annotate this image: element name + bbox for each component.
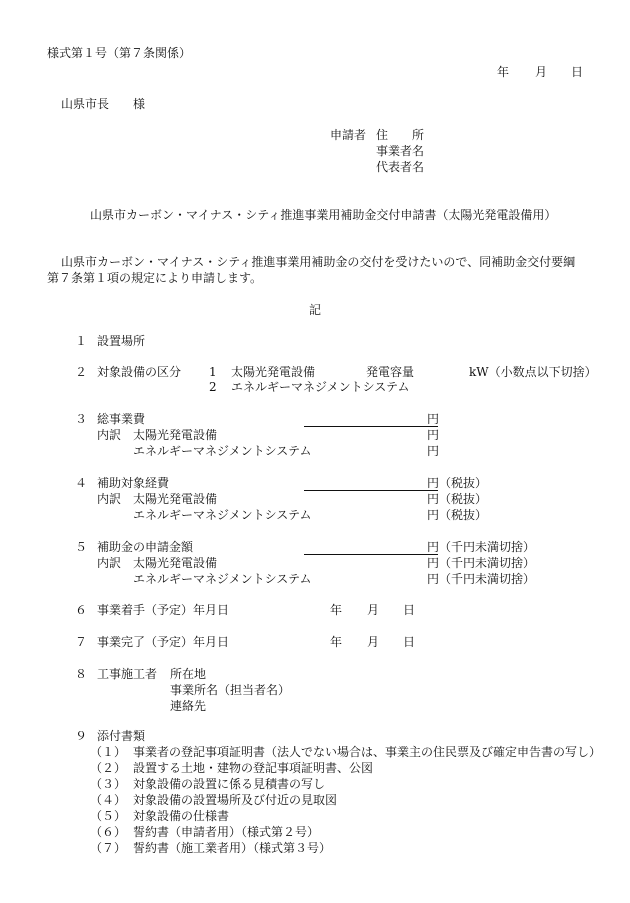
item-4-row-2-label: エネルギーマネジメントシステム (133, 508, 312, 522)
item-6-label: 事業着手（予定）年月日 (97, 603, 230, 617)
item-5-number: ５ (75, 540, 88, 554)
item-3-row-2-unit: 円 (427, 444, 440, 458)
item-4-number: ４ (75, 476, 88, 490)
item-2-number: ２ (75, 365, 88, 379)
item-3-amount-underline (304, 426, 438, 427)
form-number: 様式第１号（第７条関係） (47, 46, 192, 60)
item-2-option-1-number: 1 (209, 365, 217, 379)
attachment-text: 対象設備の設置に係る見積書の写し (133, 777, 326, 791)
item-4-row-2-unit: 円（税抜） (427, 508, 488, 522)
attachment-number: （３） (90, 777, 127, 791)
attachment-number: （５） (90, 809, 127, 823)
item-5-amount-underline (304, 554, 438, 555)
item-9-number: ９ (75, 729, 88, 743)
item-3-row-2-label: エネルギーマネジメントシステム (133, 444, 312, 458)
attachment-number: （６） (90, 825, 127, 839)
item-9-label: 添付書類 (97, 729, 146, 743)
item-6-year: 年 (330, 603, 343, 617)
item-6-day: 日 (403, 603, 416, 617)
body-text-line-2: 第７条第１項の規定により申請します。 (47, 271, 263, 285)
attachment-number: （２） (90, 761, 127, 775)
item-4-unit: 円（税抜） (427, 476, 488, 490)
applicant-label: 申請者 (330, 128, 367, 142)
item-4-row-1-label: 太陽光発電設備 (133, 492, 218, 506)
attachment-text: 設置する土地・建物の登記事項証明書、公図 (133, 761, 374, 775)
item-5-breakdown-label: 内訳 (97, 556, 122, 570)
document-title: 山県市カーボン・マイナス・シティ推進事業用補助金交付申請書（太陽光発電設備用） (90, 208, 557, 222)
item-2-option-2: エネルギーマネジメントシステム (231, 380, 410, 394)
addressee: 山県市長 様 (61, 97, 146, 111)
attachment-text: 誓約書（申請者用）（様式第２号） (133, 825, 320, 839)
item-7-day: 日 (403, 635, 416, 649)
item-5-row-1-label: 太陽光発電設備 (133, 556, 218, 570)
item-2-option-2-number: 2 (209, 380, 217, 394)
item-2-label: 対象設備の区分 (97, 365, 182, 379)
item-3-row-1-unit: 円 (427, 428, 440, 442)
item-4-row-1-unit: 円（税抜） (427, 492, 488, 506)
item-7-number: ７ (75, 635, 88, 649)
attachment-text: 誓約書（施工業者用）（様式第３号） (133, 841, 332, 855)
item-1-label: 設置場所 (97, 334, 146, 348)
item-7-label: 事業完了（予定）年月日 (97, 635, 230, 649)
item-1-number: １ (75, 334, 88, 348)
item-4-breakdown-label: 内訳 (97, 492, 122, 506)
item-8-label: 工事施工者 (97, 667, 158, 681)
item-2-option-1: 太陽光発電設備 (231, 365, 316, 379)
item-5-row-2-label: エネルギーマネジメントシステム (133, 572, 312, 586)
item-7-year: 年 (330, 635, 343, 649)
applicant-address-label: 住 所 (376, 128, 425, 142)
attachment-text: 事業者の登記事項証明書（法人でない場合は、事業主の住民票及び確定申告書の写し） (133, 745, 602, 759)
item-4-label: 補助対象経費 (97, 476, 170, 490)
item-2-capacity-unit: kW（小数点以下切捨） (469, 365, 597, 379)
item-2-capacity-label: 発電容量 (366, 365, 415, 379)
item-3-breakdown-label: 内訳 (97, 428, 122, 442)
applicant-business-name-label: 事業者名 (376, 144, 425, 158)
item-5-label: 補助金の申請金額 (97, 540, 194, 554)
date-month: 月 (535, 65, 548, 79)
date-year: 年 (497, 65, 510, 79)
item-4-amount-underline (304, 490, 438, 491)
item-8-contact-label: 連絡先 (170, 699, 207, 713)
item-3-row-1-label: 太陽光発電設備 (133, 428, 218, 442)
attachment-number: （７） (90, 841, 127, 855)
item-3-unit: 円 (427, 412, 440, 426)
attachment-text: 対象設備の仕様書 (133, 809, 230, 823)
ki-heading: 記 (309, 303, 322, 317)
date-day: 日 (571, 65, 584, 79)
item-5-unit: 円（千円未満切捨） (427, 540, 536, 554)
item-8-location-label: 所在地 (170, 667, 207, 681)
item-5-row-1-unit: 円（千円未満切捨） (427, 556, 536, 570)
item-5-row-2-unit: 円（千円未満切捨） (427, 572, 536, 586)
applicant-representative-label: 代表者名 (376, 160, 425, 174)
item-6-number: ６ (75, 603, 88, 617)
attachment-text: 対象設備の設置場所及び付近の見取図 (133, 793, 338, 807)
item-8-number: ８ (75, 667, 88, 681)
item-8-office-label: 事業所名（担当者名） (170, 683, 291, 697)
item-3-label: 総事業費 (97, 412, 146, 426)
body-text-line-1: 山県市カーボン・マイナス・シティ推進事業用補助金の交付を受けたいので、同補助金交付要綱 (61, 255, 576, 269)
item-7-month: 月 (367, 635, 380, 649)
item-3-number: ３ (75, 412, 88, 426)
attachment-number: （４） (90, 793, 127, 807)
attachment-number: （１） (90, 745, 127, 759)
item-6-month: 月 (367, 603, 380, 617)
